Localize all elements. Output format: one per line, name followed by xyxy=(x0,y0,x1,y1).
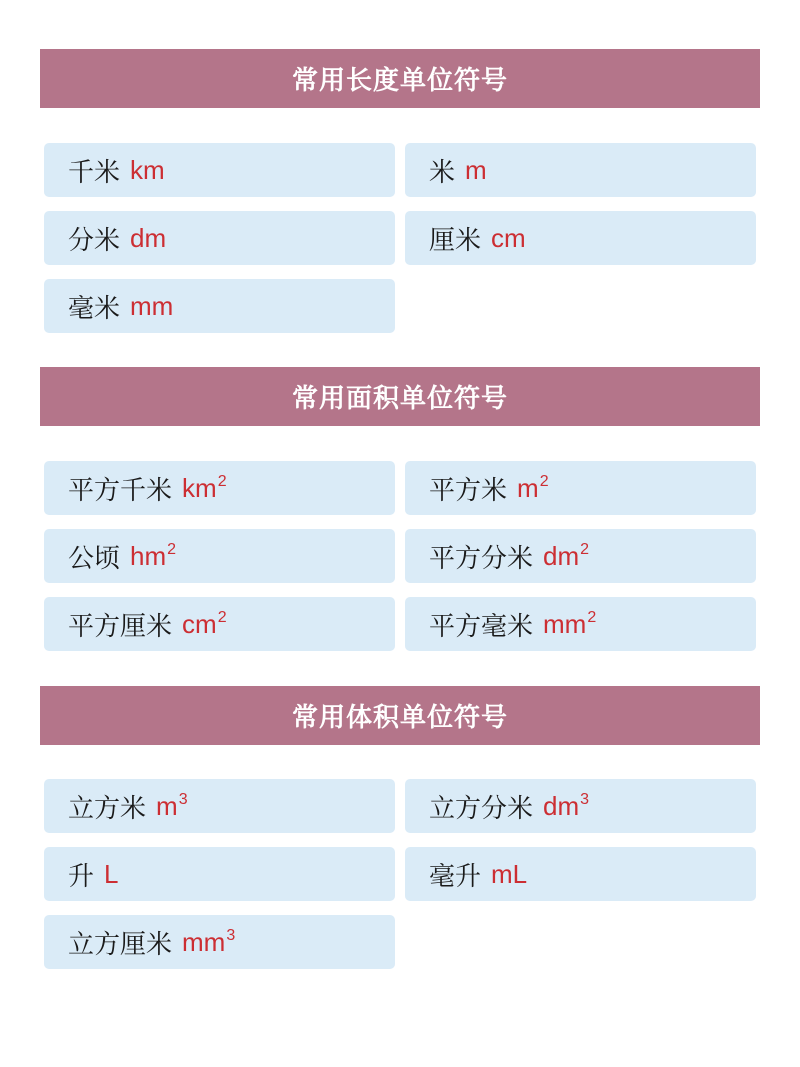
unit-card-centimeter xyxy=(405,211,756,265)
unit-name: 立方分米 xyxy=(429,793,534,824)
unit-card-square-centimeter xyxy=(44,597,395,651)
unit-symbol: $m^2$ xyxy=(517,472,549,503)
unit-symbol: dm xyxy=(130,222,167,253)
unit-name: 立方厘米 xyxy=(68,929,173,960)
unit-card-decimeter xyxy=(44,211,395,265)
unit-name: 平方毫米 xyxy=(429,611,534,642)
unit-name: 平方分米 xyxy=(429,543,534,574)
unit-symbol: km xyxy=(130,154,165,185)
unit-name: 厘米 xyxy=(429,225,482,256)
unit-symbol: $dm^3$ xyxy=(543,790,590,821)
unit-name: 立方米 xyxy=(68,793,147,824)
unit-card-cubic-meter xyxy=(44,779,395,833)
unit-symbol: cm xyxy=(491,222,526,253)
unit-name: 平方米 xyxy=(429,475,508,506)
section-title-volume: 常用体积单位符号 xyxy=(40,686,760,745)
unit-card-cubic-decimeter xyxy=(405,779,756,833)
unit-card-kilometer xyxy=(44,143,395,197)
unit-symbol: L xyxy=(104,858,119,889)
unit-card-millimeter xyxy=(44,279,395,333)
unit-symbol: $mm^3$ xyxy=(182,926,236,957)
unit-symbol: $hm^2$ xyxy=(130,540,177,571)
unit-name: 米 xyxy=(429,157,456,188)
unit-card-square-millimeter xyxy=(405,597,756,651)
unit-card-square-kilometer xyxy=(44,461,395,515)
unit-card-meter xyxy=(405,143,756,197)
unit-name: 千米 xyxy=(68,157,121,188)
section-title-length: 常用长度单位符号 xyxy=(40,49,760,108)
unit-symbol: $mm^2$ xyxy=(543,608,597,639)
unit-symbol: $cm^2$ xyxy=(182,608,227,639)
unit-card-square-decimeter xyxy=(405,529,756,583)
unit-symbol: $km^2$ xyxy=(182,472,227,503)
unit-card-square-meter xyxy=(405,461,756,515)
unit-name: 平方千米 xyxy=(68,475,173,506)
unit-symbol: $dm^2$ xyxy=(543,540,590,571)
unit-symbol: m xyxy=(465,154,487,185)
unit-card-milliliter xyxy=(405,847,756,901)
unit-name: 毫米 xyxy=(68,293,121,324)
unit-symbol: $m^3$ xyxy=(156,790,188,821)
unit-name: 毫升 xyxy=(429,861,482,892)
section-title-area: 常用面积单位符号 xyxy=(40,367,760,426)
unit-card-hectare xyxy=(44,529,395,583)
unit-card-liter xyxy=(44,847,395,901)
unit-symbol: mL xyxy=(491,858,528,889)
unit-card-cubic-centimeter xyxy=(44,915,395,969)
unit-symbol: mm xyxy=(130,290,174,321)
unit-name: 分米 xyxy=(68,225,121,256)
unit-name: 公顷 xyxy=(68,543,121,574)
unit-name: 升 xyxy=(68,861,95,892)
unit-name: 平方厘米 xyxy=(68,611,173,642)
